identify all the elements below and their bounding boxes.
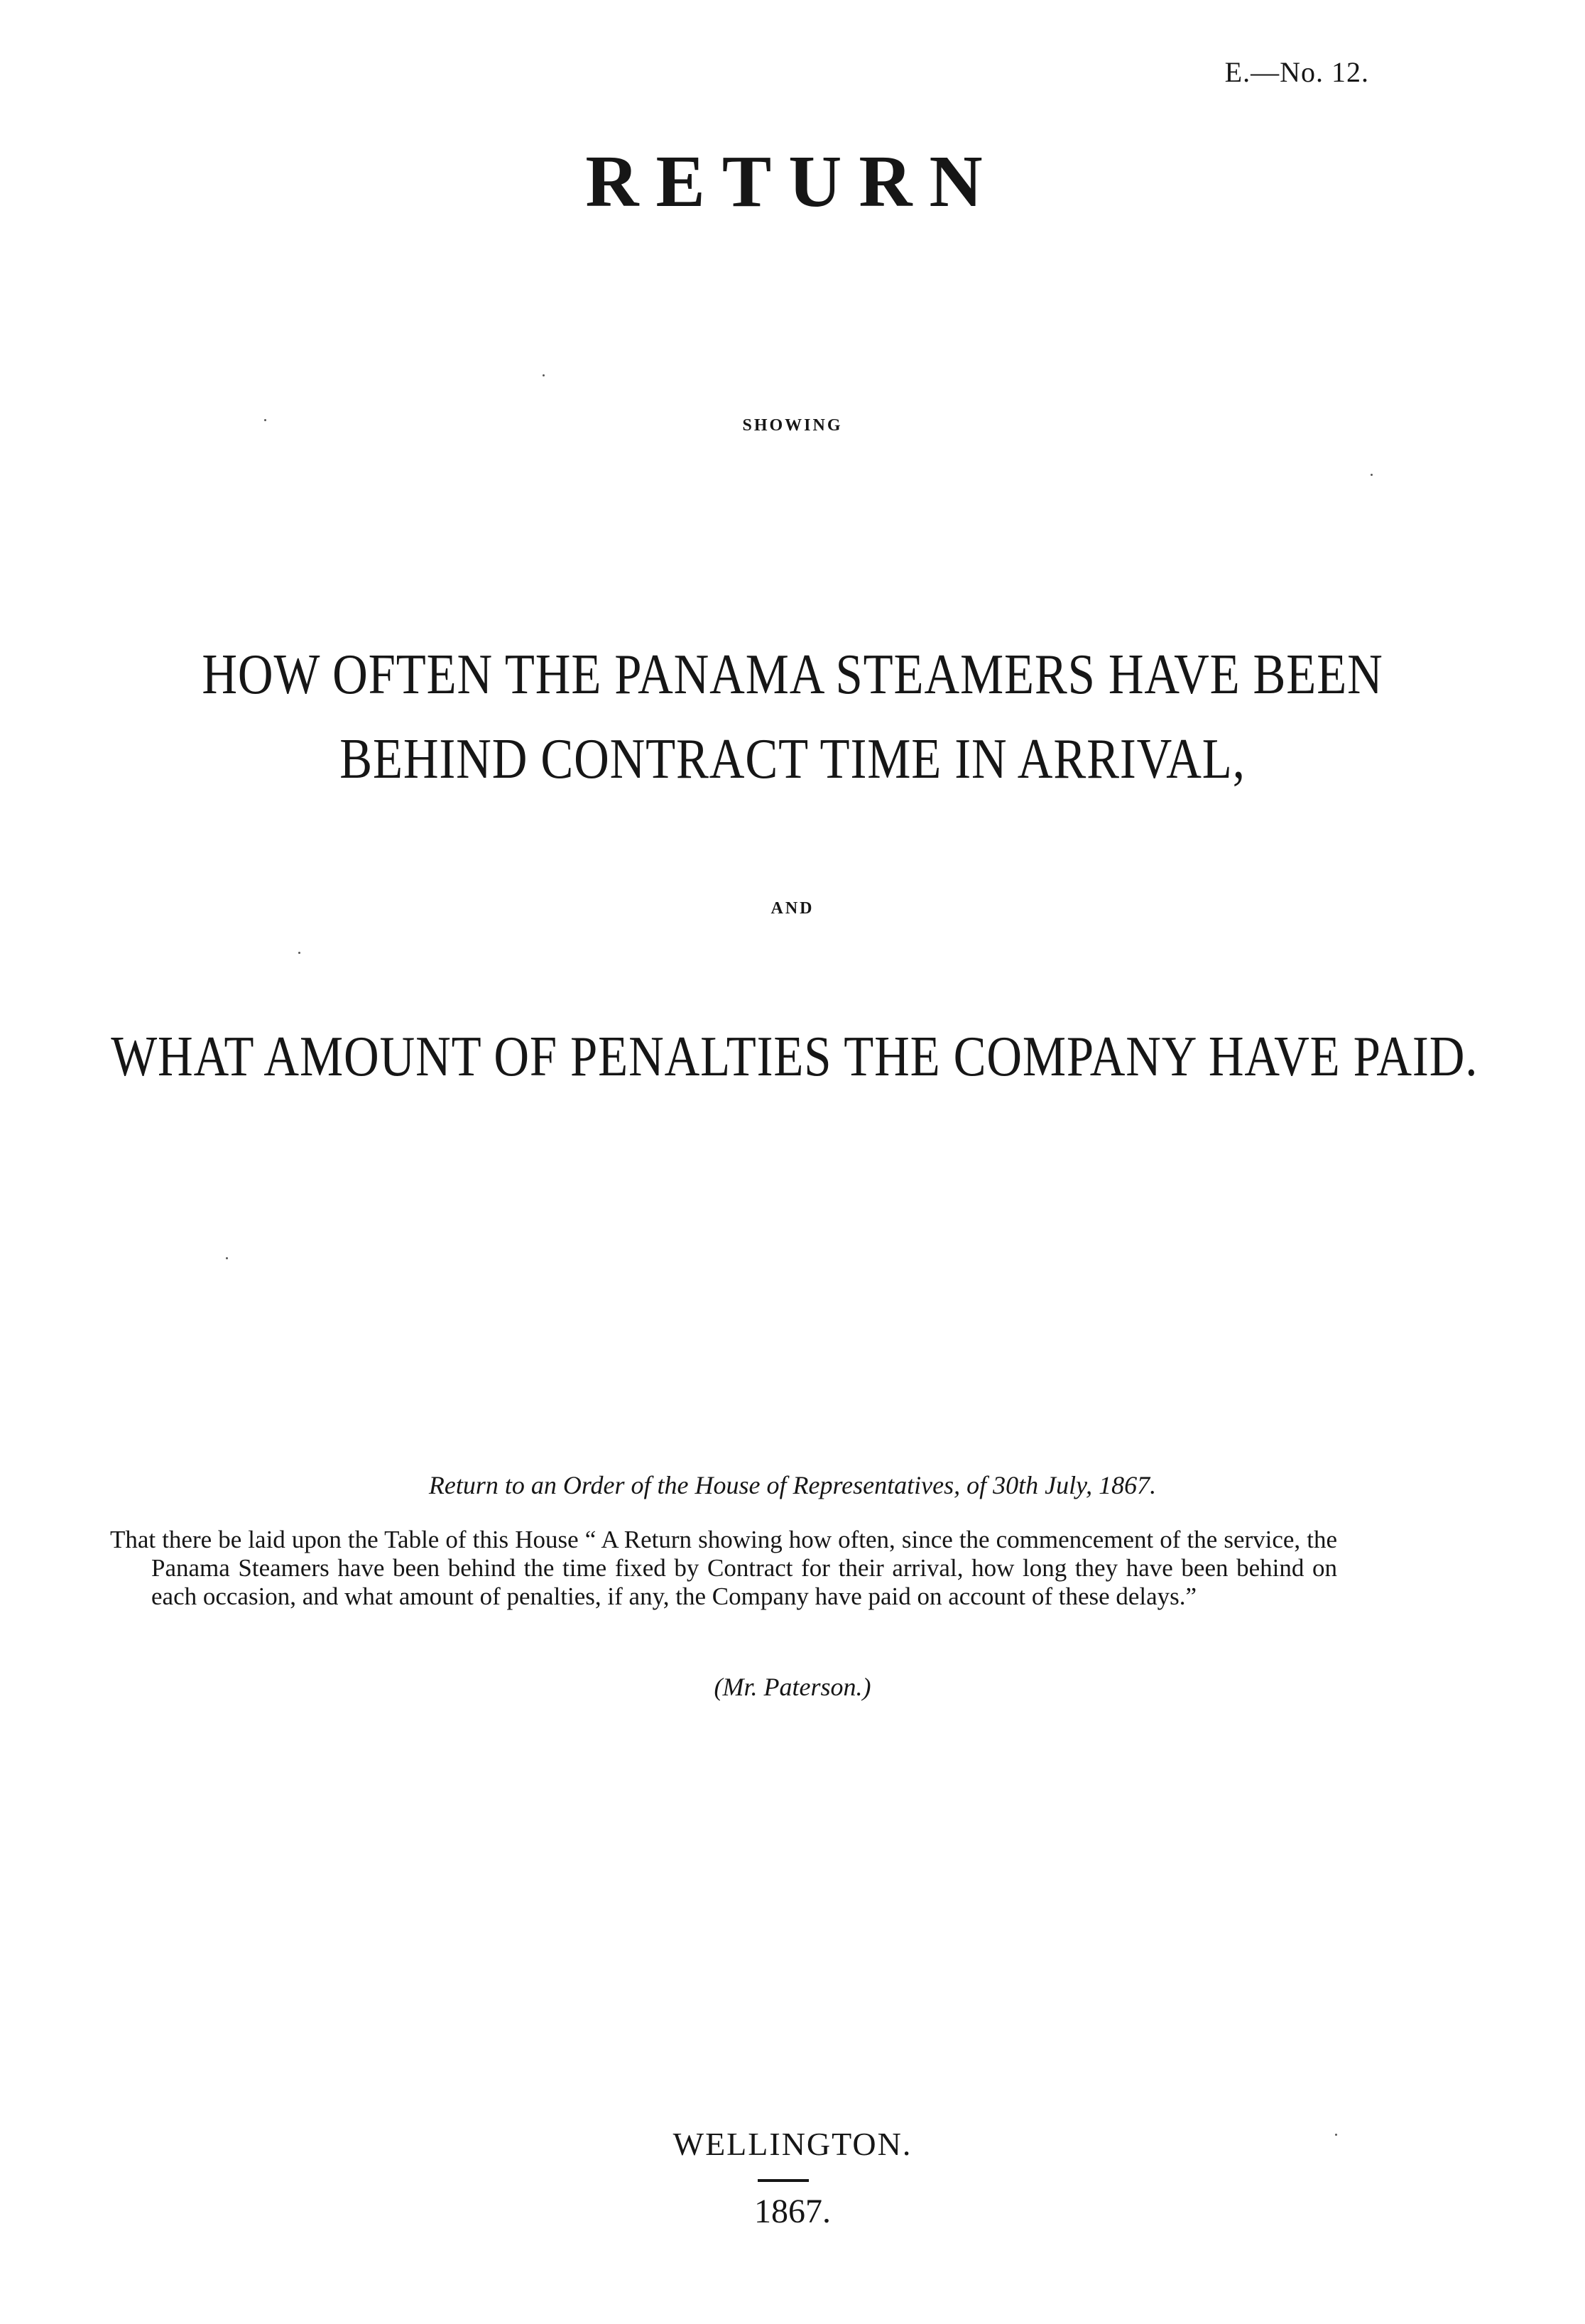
subject-heading-line-2: BEHIND CONTRACT TIME IN ARRIVAL, bbox=[339, 728, 1246, 791]
showing-label: SHOWING bbox=[742, 416, 843, 435]
scan-speck bbox=[543, 374, 545, 376]
imprint-rule bbox=[758, 2179, 809, 2182]
subject-heading-line-1: HOW OFTEN THE PANAMA STEAMERS HAVE BEEN bbox=[202, 644, 1383, 706]
scan-speck bbox=[1335, 2134, 1337, 2136]
document-title: RETURN bbox=[585, 141, 1000, 222]
mover-name: (Mr. Paterson.) bbox=[714, 1673, 871, 1701]
subject-heading-line-3: WHAT AMOUNT OF PENALTIES THE COMPANY HAVE PAID. bbox=[111, 1026, 1478, 1088]
order-reference: Return to an Order of the House of Representatives, of 30th July, 1867. bbox=[428, 1471, 1157, 1499]
scan-speck bbox=[1371, 474, 1373, 476]
imprint-place: WELLINGTON. bbox=[672, 2126, 913, 2162]
document-reference-number: E.—No. 12. bbox=[1224, 56, 1369, 88]
scan-speck bbox=[264, 419, 266, 421]
and-connector: AND bbox=[770, 899, 815, 918]
order-text: That there be laid upon the Table of this House “ A Return showing how often, since the commencement of the service, the Panama Steamers have been behind the time fixed by Contract for their arrival, how long they have been behind on each occasion, and what amount of penalties, if any, the Company have paid on account of these delays.” bbox=[110, 1526, 1337, 1610]
imprint-year: 1867. bbox=[754, 2193, 831, 2230]
scan-speck bbox=[298, 952, 300, 954]
scan-speck bbox=[226, 1257, 228, 1259]
